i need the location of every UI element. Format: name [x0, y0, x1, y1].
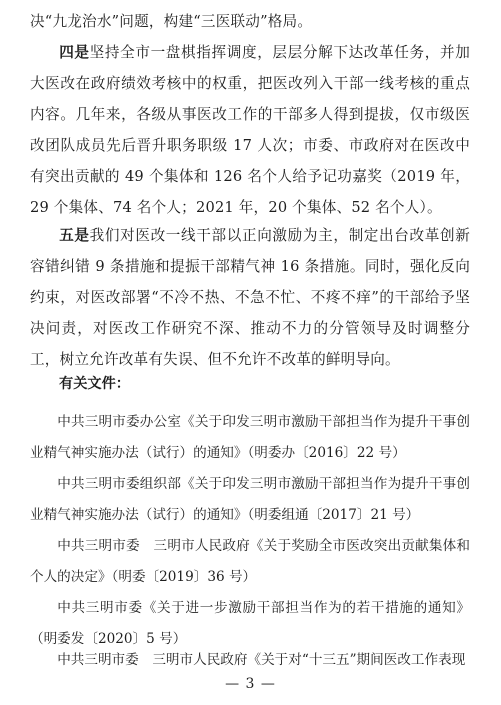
point-four-paragraph — [30, 37, 470, 223]
continuation-paragraph: 决“九龙治水”问题，构建“三医联动”格局。 — [30, 13, 313, 30]
point-five-text: 我们对医改一线干部以正向激励为主，制定出台改革创新容错纠错 9 条措施和提振干部精气神 16 条措施。同时，强化反向约束，对医改部署“不冷不热、不急不忙、不疼不痒”的干部给予坚决问责，对医改工作研究不深、推动不力的分管领导及时调整分工，树立允许改革有失误、但不允许不改革的鲜明导向。 — [30, 227, 470, 368]
related-file-item: 中共三明市委组织部《关于印发三明市激励干部担当作为提升干事创业精气神实施办法（试行）的通知》（明委组通〔2017〕21 号） — [30, 476, 470, 523]
point-five-paragraph — [30, 220, 470, 375]
point-four-text: 坚持全市一盘棋指挥调度，层层分解下达改革任务，并加大医改在政府绩效考核中的权重，把医改列入干部一线考核的重点内容。几年来，各级从事医改工作的干部多人得到提拔，仅市级医改团队成员先后晋升职务职级 17 人次；市委、市政府对在医改中有突出贡献的 49 个集体和 126 名个人给予记功嘉奖（2019 年，29 个集体、74 名个人；2021 年，20 个集体、52 名个人）。 — [30, 44, 470, 216]
related-file-item: 中共三明市委 三明市人民政府《关于奖励全市医改突出贡献集体和个人的决定》（明委〔2019〕36 号） — [30, 538, 470, 585]
related-file-item: 中共三明市委《关于进一步激励干部担当作为的若干措施的通知》（明委发〔2020〕5 号） — [30, 600, 470, 647]
page-number: — 3 — — [225, 676, 276, 692]
point-four-lead: 四是 — [59, 44, 90, 61]
related-file-item: 中共三明市委 三明市人民政府《关于对“十三五”期间医改工作表现 — [57, 652, 466, 668]
related-files-heading: 有关文件： — [59, 376, 130, 392]
related-file-item: 中共三明市委办公室《关于印发三明市激励干部担当作为提升干事创业精气神实施办法（试行）的通知》（明委办〔2016〕22 号） — [30, 414, 470, 461]
point-five-lead: 五是 — [59, 227, 90, 244]
